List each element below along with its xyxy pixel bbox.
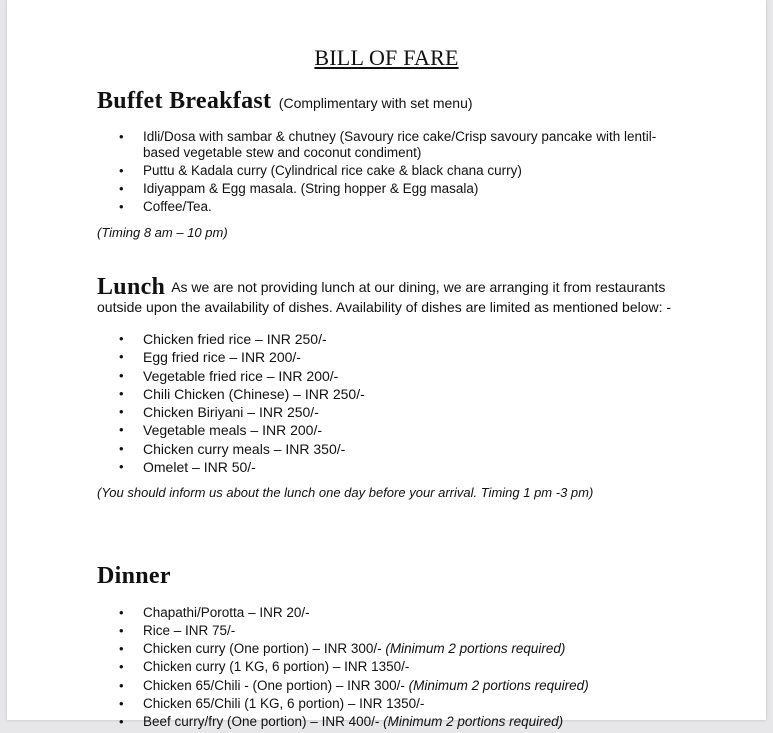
list-item: • Idiyappam & Egg masala. (String hopper & Egg masala) (97, 181, 663, 197)
list-item: • Puttu & Kadala curry (Cylindrical rice cake & black chana curry) (97, 163, 663, 179)
page-title: BILL OF FARE (314, 45, 459, 70)
list-item: • Chicken fried rice – INR 250/- (97, 331, 663, 347)
breakfast-note: (Complimentary with set menu) (278, 95, 473, 111)
breakfast-list (97, 129, 697, 216)
lunch-intro: As we are not providing lunch at our dining, we are arranging it from restaurants outside upon the availability of dishes. Availability of dishes are limited as mentioned below: - (97, 279, 672, 315)
list-item: • Idli/Dosa with sambar & chutney (Savoury rice cake/Crisp savoury pancake with lentil-based vegetable stew and coconut condiment) (97, 129, 663, 161)
dinner-heading: Dinner (97, 563, 171, 589)
list-item: • Chili Chicken (Chinese) – INR 250/- (97, 386, 663, 402)
lunch-section (97, 274, 687, 501)
lunch-list (97, 331, 687, 475)
dinner-list (97, 605, 697, 731)
list-item: • Beef curry/fry (One portion) – INR 400/- (Minimum 2 portions required) (97, 714, 663, 730)
breakfast-header (97, 88, 697, 116)
lunch-intro-paragraph (97, 274, 687, 317)
list-item: • Chicken 65/Chili - (One portion) – INR 300/- (Minimum 2 portions required) (97, 678, 663, 694)
list-item: • Chicken 65/Chili (1 KG, 6 portion) – INR 1350/- (97, 696, 663, 712)
dinner-header (97, 563, 697, 591)
lunch-timing: (You should inform us about the lunch one day before your arrival. Timing 1 pm -3 pm) (97, 485, 594, 501)
list-item: • Chicken Biriyani – INR 250/- (97, 404, 663, 420)
breakfast-heading: Buffet Breakfast (97, 88, 272, 114)
document-page (7, 0, 766, 730)
list-item: • Chicken curry (1 KG, 6 portion) – INR 1350/- (97, 659, 663, 675)
list-item: • Omelet – INR 50/- (97, 459, 663, 475)
list-item: • Coffee/Tea. (97, 199, 663, 215)
list-item: • Chicken curry (One portion) – INR 300/- (Minimum 2 portions required) (97, 641, 663, 657)
list-item: • Chapathi/Porotta – INR 20/- (97, 605, 663, 621)
list-item: • Chicken curry meals – INR 350/- (97, 441, 663, 457)
breakfast-timing: (Timing 8 am – 10 pm) (97, 225, 228, 241)
list-item: • Vegetable fried rice – INR 200/- (97, 368, 663, 384)
list-item: • Vegetable meals – INR 200/- (97, 422, 663, 438)
breakfast-section (97, 88, 697, 240)
lunch-heading: Lunch (97, 274, 166, 300)
list-item: • Egg fried rice – INR 200/- (97, 349, 663, 365)
list-item: • Rice – INR 75/- (97, 623, 663, 639)
dinner-section (97, 563, 697, 733)
